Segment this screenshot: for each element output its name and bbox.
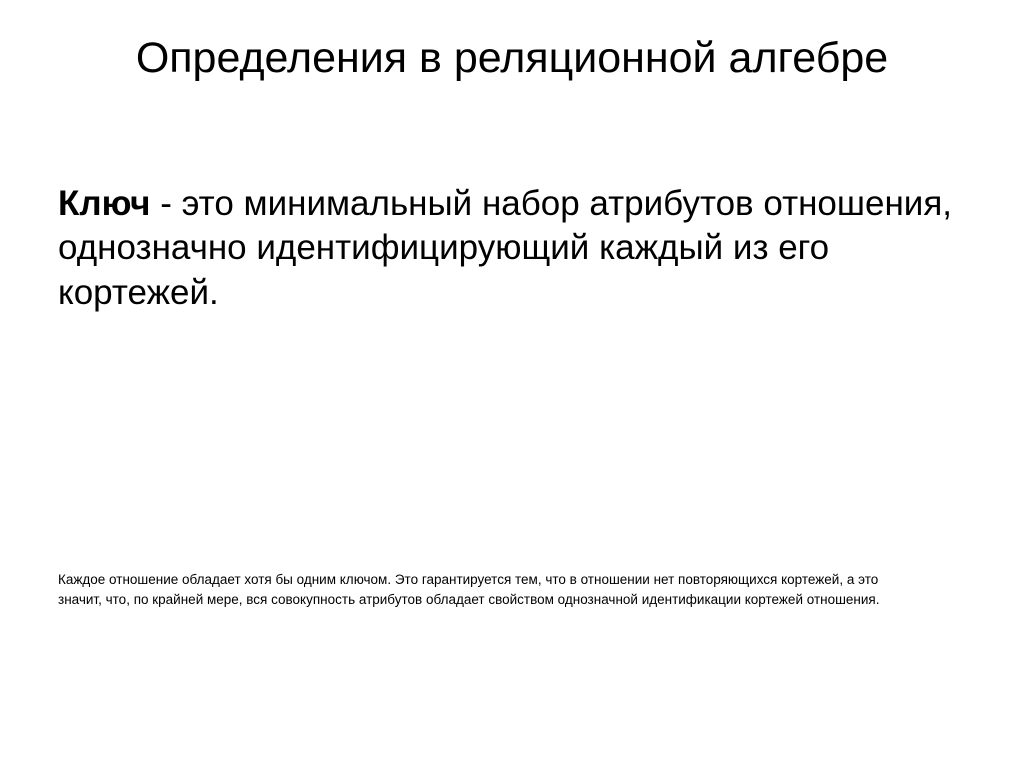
definition-term: Ключ — [58, 184, 151, 223]
page-title: Определения в реляционной алгебре — [135, 34, 889, 82]
footnote-text: Каждое отношение обладает хотя бы одним ключом. Это гарантируется тем, что в отношении нет повторяющихся кортежей, а это значит, что, по крайней мере, вся совокупность атрибутов обладает свойством однозначной идентификации кортежей отношения. — [58, 572, 880, 607]
definition-paragraph — [58, 182, 958, 315]
definition-text: - это минимальный набор атрибутов отношения, однозначно идентифицирующий каждый из его кортежей. — [58, 184, 952, 312]
